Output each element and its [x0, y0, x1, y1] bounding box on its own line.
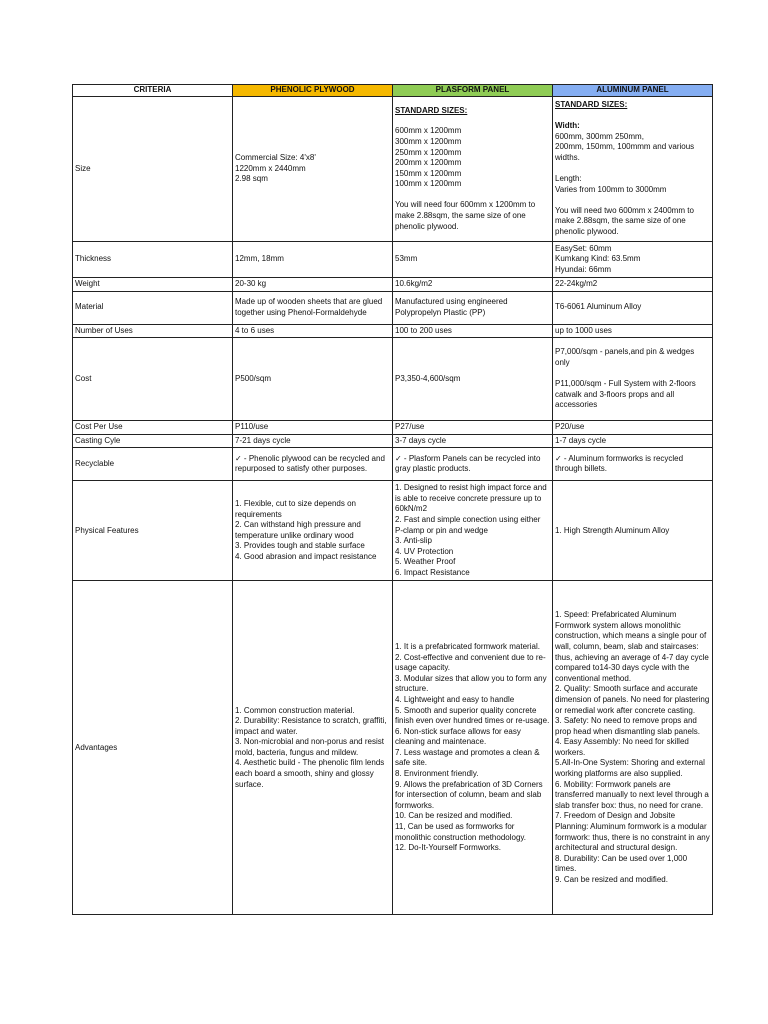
plasform-size-heading: STANDARD SIZES: [395, 105, 468, 115]
row-weight [73, 278, 713, 292]
phenolic-size: Commercial Size: 4'x8' 1220mm x 2440mm 2.98 sqm [233, 97, 393, 242]
plasform-material: Manufactured using engineered Polypropelyn Plastic (PP) [393, 291, 553, 324]
plasform-size: 600mm x 1200mm 300mm x 1200mm 250mm x 1200mm 200mm x 1200mm 150mm x 1200mm 100mm x 1200mm You will need four 600mm x 1200mm to make 2.88sqm, the same size of one phenolic plywood. [395, 126, 536, 231]
criteria-cost: Cost [73, 338, 233, 421]
row-material [73, 291, 713, 324]
aluminum-weight: 22-24kg/m2 [553, 278, 713, 292]
criteria-thickness: Thickness [73, 242, 233, 278]
row-physical-features [73, 481, 713, 581]
criteria-advantages: Advantages [73, 581, 233, 915]
criteria-physical-features: Physical Features [73, 481, 233, 581]
header-row [73, 85, 713, 97]
phenolic-cost: P500/sqm [233, 338, 393, 421]
phenolic-casting: 7-21 days cycle [233, 434, 393, 448]
row-number-of-uses [73, 324, 713, 338]
header-criteria: CRITERIA [73, 85, 233, 97]
phenolic-physical: 1. Flexible, cut to size depends on requirements 2. Can withstand high pressure and temperature unlike ordinary wood 3. Provides tough and stable surface 4. Good abrasion and impact resistance [233, 481, 393, 581]
aluminum-cost: P7,000/sqm - panels,and pin & wedges only P11,000/sqm - Full System with 2-floors catwalk and 3-floors props and all accessories [553, 338, 713, 421]
comparison-table [72, 84, 713, 915]
aluminum-thickness: EasySet: 60mm Kumkang Kind: 63.5mm Hyundai: 66mm [553, 242, 713, 278]
plasform-uses: 100 to 200 uses [393, 324, 553, 338]
row-advantages [73, 581, 713, 915]
header-aluminum-panel: ALUMINUM PANEL [553, 85, 713, 97]
plasform-casting: 3-7 days cycle [393, 434, 553, 448]
aluminum-size-cell [553, 97, 713, 242]
plasform-advantages: 1. It is a prefabricated formwork material. 2. Cost-effective and convenient due to re-usage capacity. 3. Modular sizes that allow you to form any structure. 4. Lightweight and easy to handle 5. Smooth and superior quality concrete finish even over hundred times or re-usage. 6. Non-stick surface allows for easy cleaning and maintenace. 7. Less wastage and promotes a clean & safe site. 8. Environment friendly. 9. Allows the prefabrication of 3D Corners for intersection of column, beam and slab formworks. 10. Can be resized and modified. 11, Can be used as formworks for monolithic construction methodology. 12. Do-It-Yourself Formworks. [393, 581, 553, 915]
plasform-weight: 10.6kg/m2 [393, 278, 553, 292]
phenolic-uses: 4 to 6 uses [233, 324, 393, 338]
plasform-thickness: 53mm [393, 242, 553, 278]
row-cost [73, 338, 713, 421]
row-thickness [73, 242, 713, 278]
criteria-number-of-uses: Number of Uses [73, 324, 233, 338]
plasform-cost: P3,350-4,600/sqm [393, 338, 553, 421]
aluminum-size-heading: STANDARD SIZES: [555, 100, 628, 110]
criteria-recyclable: Recyclable [73, 448, 233, 481]
plasform-cost-per-use: P27/use [393, 421, 553, 435]
row-casting-cycle [73, 434, 713, 448]
aluminum-casting: 1-7 days cycle [553, 434, 713, 448]
phenolic-advantages: 1. Common construction material. 2. Durability: Resistance to scratch, graffiti, impact and water. 3. Non-microbial and non-porus and resist mold, bacteria, fungus and mildew. 4. Aesthetic build - The phenolic film lends each board a smooth, shiny and glossy surface. [233, 581, 393, 915]
plasform-size-cell [393, 97, 553, 242]
aluminum-physical: 1. High Strength Aluminum Alloy [553, 481, 713, 581]
phenolic-material: Made up of wooden sheets that are glued together using Phenol-Formaldehyde [233, 291, 393, 324]
phenolic-recyclable: ✓ - Phenolic plywood can be recycled and repurposed to satisfy other purposes. [233, 448, 393, 481]
criteria-weight: Weight [73, 278, 233, 292]
criteria-cost-per-use: Cost Per Use [73, 421, 233, 435]
aluminum-material: T6-6061 Aluminum Alloy [553, 291, 713, 324]
phenolic-thickness: 12mm, 18mm [233, 242, 393, 278]
row-cost-per-use [73, 421, 713, 435]
aluminum-recyclable: ✓ - Aluminum formworks is recycled through billets. [553, 448, 713, 481]
criteria-casting-cycle: Casting Cyle [73, 434, 233, 448]
aluminum-width-label: Width: [555, 121, 580, 131]
header-phenolic-plywood: PHENOLIC PLYWOOD [233, 85, 393, 97]
phenolic-weight: 20-30 kg [233, 278, 393, 292]
aluminum-advantages: 1. Speed: Prefabricated Aluminum Formwork system allows monolithic construction, which means a single pour of wall, column, beam, slab and staircases: thus, achieving an average of 4-7 day cycle compared to14-30 days cycle with the conventional method. 2. Quality: Smooth surface and accurate dimension of panels. No need for plastering or remedial work after concrete casting. 3. Safety: No need to remove props and prop head when dismantling slab panels. 4. Easy Assembly: No need for skilled workers. 5.All-In-One System: Shoring and external working platforms are also supplied. 6. Mobility: Formwork panels are transferred manually to next level through a slab transfer box: thus, no need for crane. 7. Freedom of Design and Jobsite Planning: Aluminum formwork is a modular formwork: thus, there is no constraint in any architectural and structural design. 8. Durability: Can be used over 1,000 times. 9. Can be resized and modified. [553, 581, 713, 915]
header-plasform-panel: PLASFORM PANEL [393, 85, 553, 97]
row-size [73, 97, 713, 242]
aluminum-cost-per-use: P20/use [553, 421, 713, 435]
criteria-size: Size [73, 97, 233, 242]
aluminum-size: 600mm, 300mm 250mm, 200mm, 150mm, 100mmm and various widths. Length: Varies from 100mm to 3000mm You will need two 600mm x 2400mm to make 2.88sqm, the same size of one phenolic plywood. [555, 131, 695, 236]
phenolic-cost-per-use: P110/use [233, 421, 393, 435]
plasform-recyclable: ✓ - Plasform Panels can be recycled into gray plastic products. [393, 448, 553, 481]
row-recyclable [73, 448, 713, 481]
plasform-physical: 1. Designed to resist high impact force and is able to receive concrete pressure up to 60kN/m2 2. Fast and simple conection using either P-clamp or pin and wedge 3. Anti-slip 4. UV Protection 5. Weather Proof 6. Impact Resistance [393, 481, 553, 581]
criteria-material: Material [73, 291, 233, 324]
aluminum-uses: up to 1000 uses [553, 324, 713, 338]
